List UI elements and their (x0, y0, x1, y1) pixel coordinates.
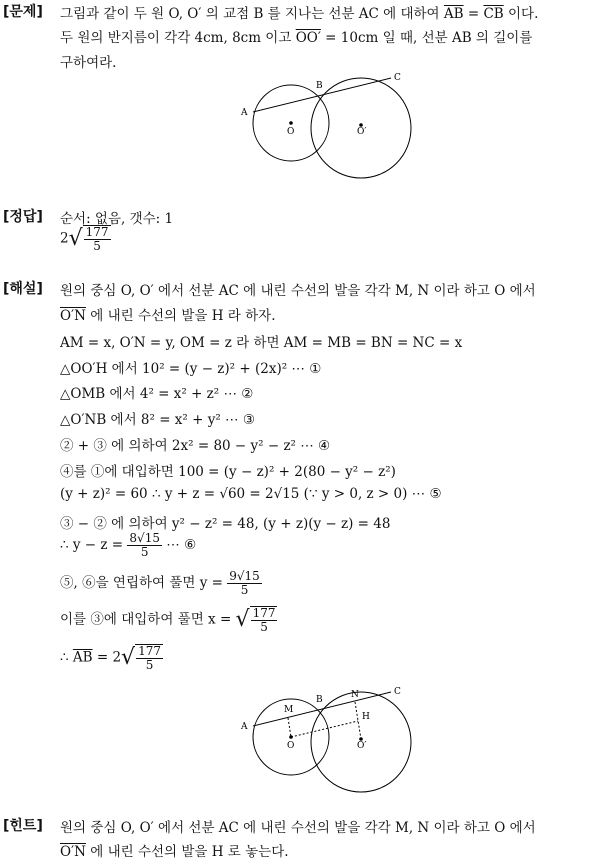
solution-line-14: ∴ $\overline{AB} = 2√$ $\frac{177}{5}$ (60, 644, 161, 672)
solution-line-2: O′N 에 내린 수선의 발을 H 라 하자. (60, 308, 276, 324)
problem-line-2: 두 원의 반지름이 각각 4cm, 8cm 이고 OO′ = 10cm 일 때, 선분 AB 의 길이를 (60, 30, 533, 46)
solution-line-11: ∴ y − z = $\frac{8√15}{5}$ ⋯ ⑥ (60, 531, 197, 559)
hint-tag: [힌트] (3, 818, 43, 834)
label-a: A (241, 108, 248, 118)
answer-value: 2√ $\frac{177}{5}$ (60, 225, 109, 253)
sqrt-symbol: √ $\frac{177}{5}$ (68, 225, 109, 253)
hint-line-2: O′N 에 내린 수선의 발을 H 로 놓는다. (60, 844, 289, 860)
label-h: H (362, 712, 370, 722)
solution-line-6: △O′NB 에서 8² = x² + y² ⋯ ③ (60, 412, 255, 428)
solution-line-13: 이를 ③에 대입하여 풀면 x = √ $\frac{177}{5}$ (60, 606, 276, 634)
label-b: B (316, 81, 323, 91)
label-a: A (241, 722, 248, 732)
solution-line-12: ⑤, ⑥을 연립하여 풀면 y = $\frac{9√15}{5}$ (60, 569, 260, 597)
center-o (289, 735, 293, 739)
solution-line-10: ③ − ② 에 의하여 y² − z² = 48, (y + z)(y − z) = 48 (60, 516, 391, 532)
solution-line-1: 원의 중심 O, O′ 에서 선분 AC 에 내린 수선의 발을 각각 M, N 이라 하고 O 에서 (60, 283, 536, 299)
answer-tag: [정답] (3, 209, 43, 225)
perpendicular-o-prime-n (355, 702, 361, 739)
segment-ab: $\overline{AB}$ (443, 6, 464, 22)
solution-line-4: △OO′H 에서 10² = (y − z)² + (2x)² ⋯ ① (60, 361, 322, 377)
solution-line-3: AM = x, O′N = y, OM = z 라 하면 AM = MB = BN = NC = x (60, 335, 463, 351)
label-n: N (351, 690, 359, 700)
perpendicular-om (288, 718, 291, 737)
solution-line-8: ④를 ①에 대입하면 100 = (y − z)² + 2(80 − y² − z²) (60, 464, 396, 480)
label-b: B (316, 695, 323, 705)
problem-line-1: 그림과 같이 두 원 O, O′ 의 교점 B 를 지나는 선분 AC 에 대하여 $\overline{AB} = \overline{CB}$ 이다. (60, 6, 539, 22)
hint-line-1: 원의 중심 O, O′ 에서 선분 AC 에 내린 수선의 발을 각각 M, N 이라 하고 O 에서 (60, 820, 536, 836)
segment-cb: $\overline{CB}$ (483, 6, 504, 22)
label-c: C (394, 73, 401, 83)
solution-tag: [해설] (3, 281, 43, 297)
label-o: O (287, 741, 295, 751)
construction-figure (236, 682, 416, 798)
label-o: O (287, 127, 295, 137)
answer-line-1: 순서: 없음, 갯수: 1 (60, 211, 174, 227)
solution-line-5: △OMB 에서 4² = x² + z² ⋯ ② (60, 386, 254, 402)
solution-line-7: ② + ③ 에 의하여 2x² = 80 − y² − z² ⋯ ④ (60, 438, 331, 454)
perpendicular-oh (291, 721, 358, 737)
label-c: C (394, 687, 401, 697)
solution-line-9: (y + z)² = 60 ∴ y + z = √60 = 2√15 (∵ y > 0, z > 0) ⋯ ⑤ (60, 486, 442, 502)
problem-tag: [문제] (3, 4, 43, 20)
two-circles-figure (236, 68, 416, 188)
segment-oo: OO′ (295, 30, 321, 46)
label-m: M (284, 705, 294, 715)
problem-line-3: 구하여라. (60, 55, 117, 71)
label-o-prime: O′ (357, 127, 367, 137)
center-o (289, 121, 293, 125)
label-o-prime: O′ (357, 741, 367, 751)
